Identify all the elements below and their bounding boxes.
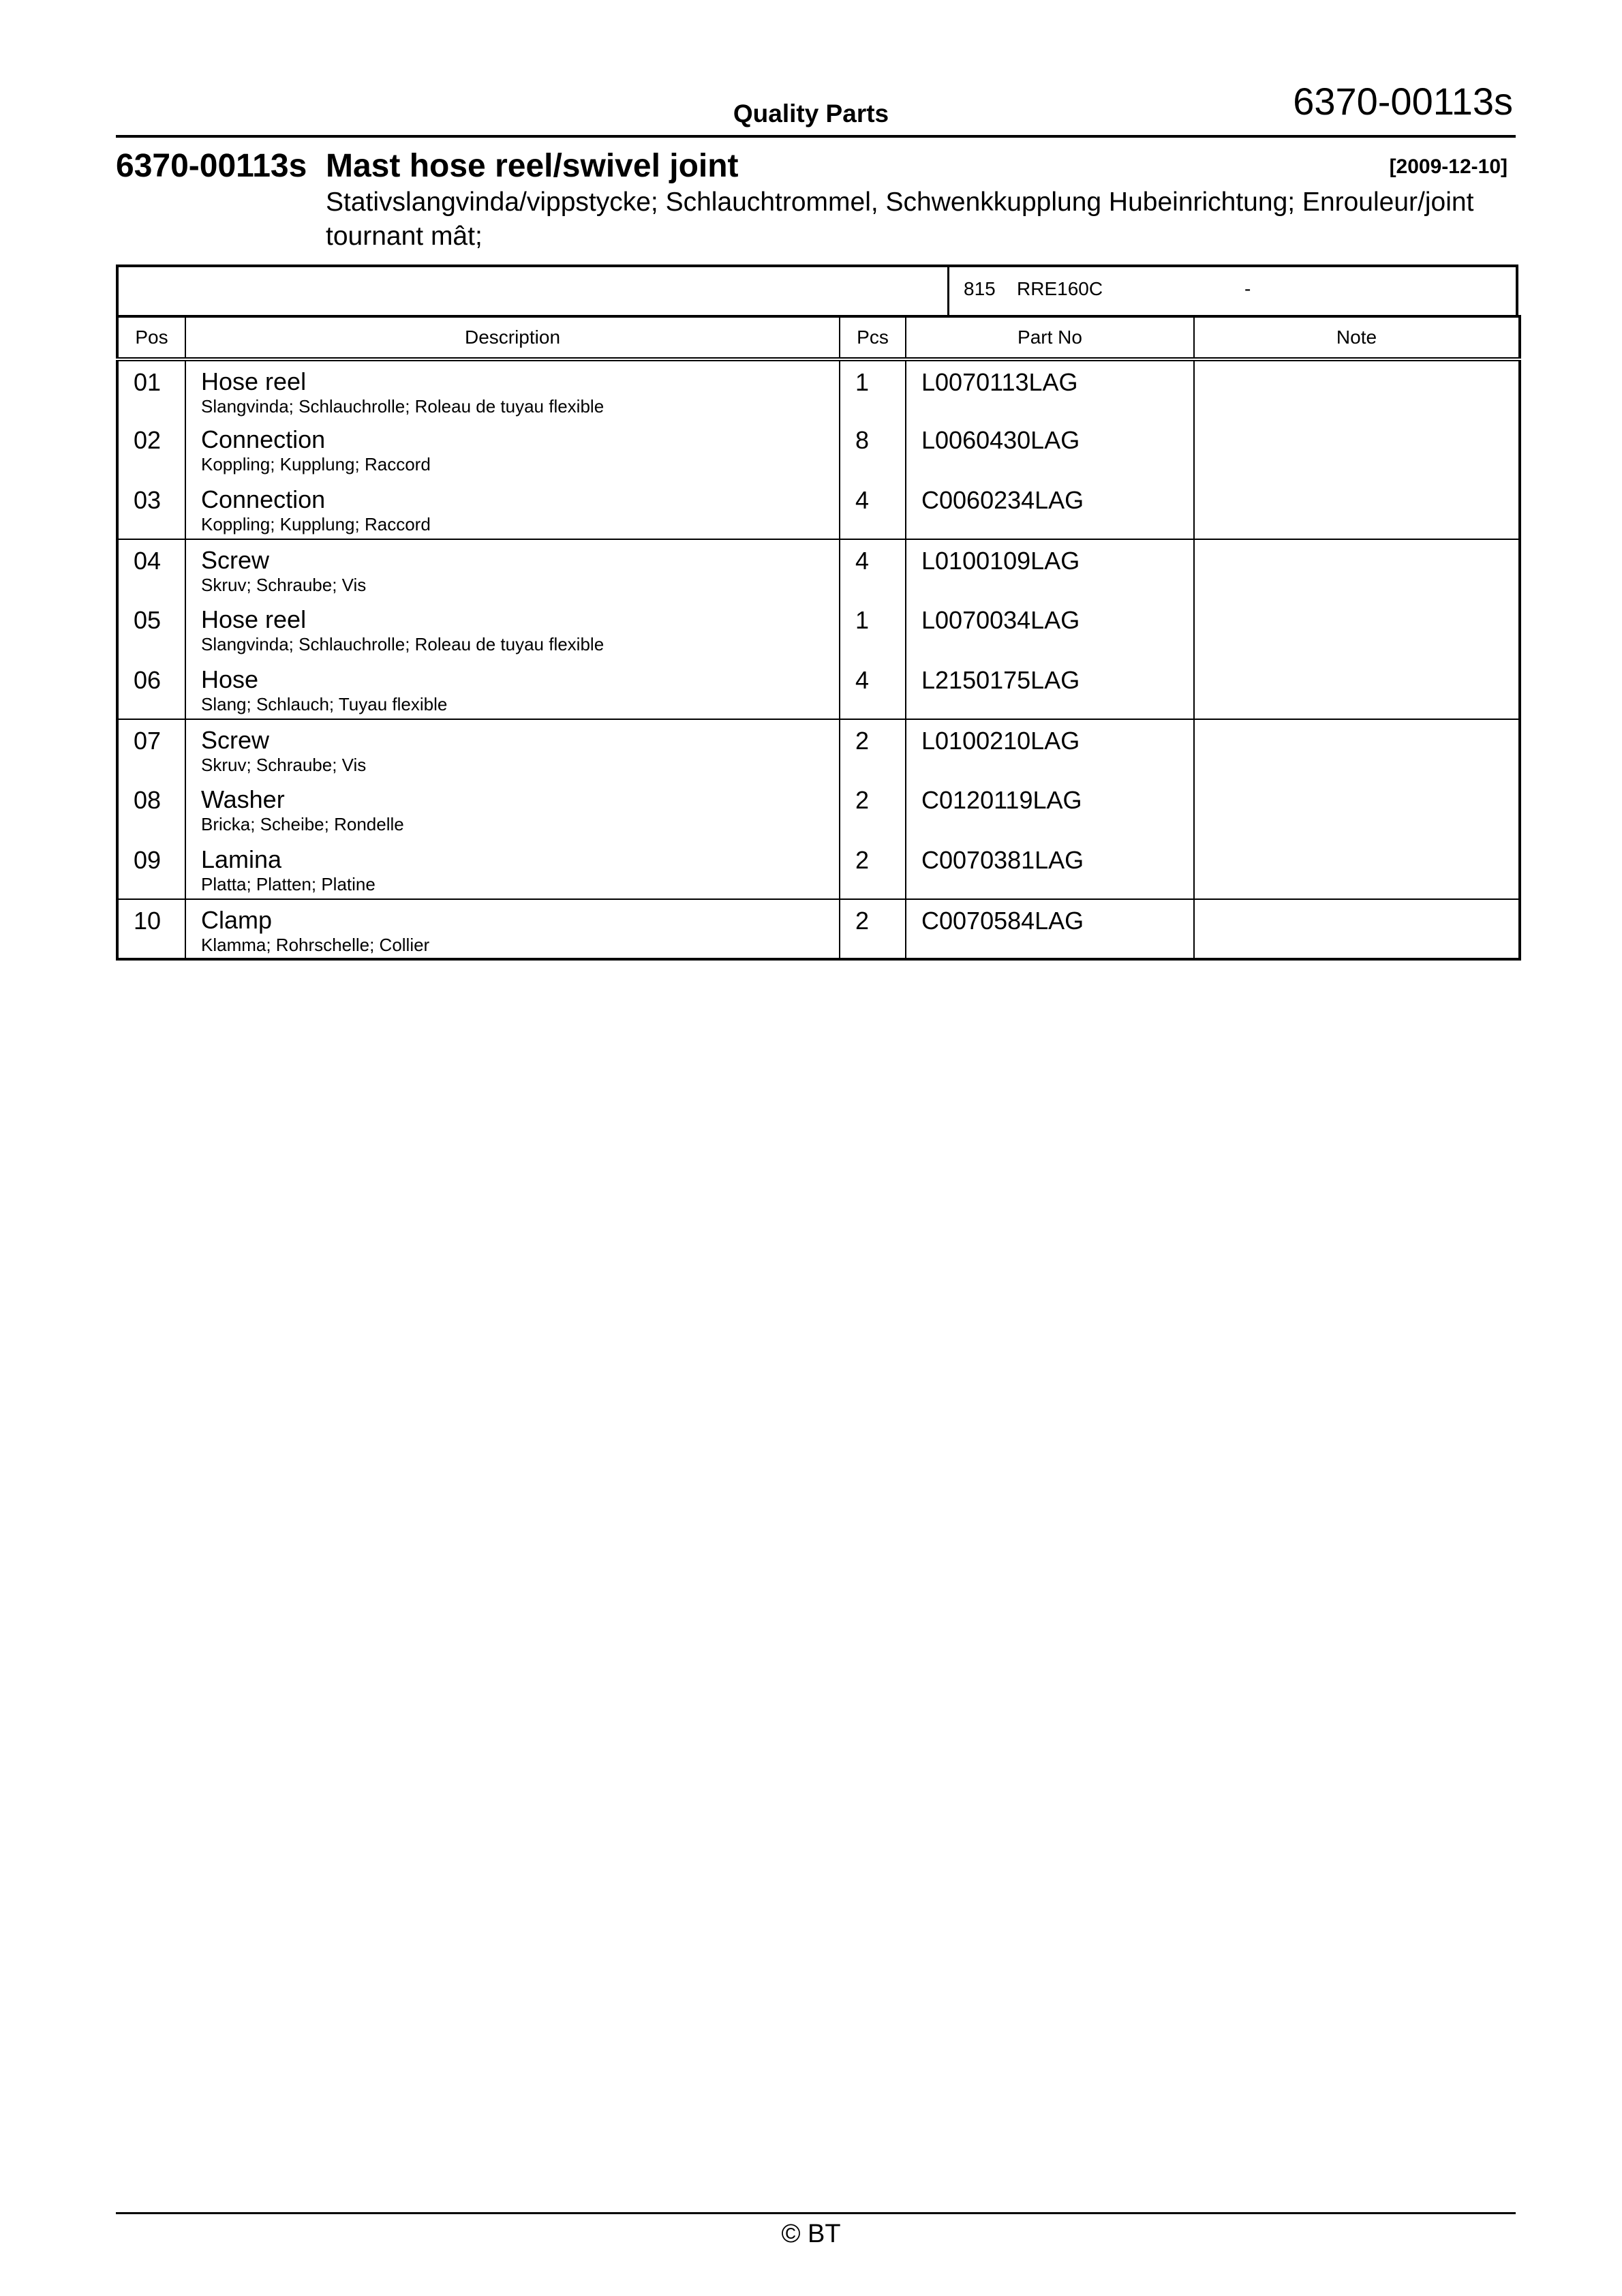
row-name: Hose reel bbox=[201, 367, 307, 395]
row-description bbox=[185, 899, 840, 959]
row-description bbox=[185, 659, 840, 719]
row-note bbox=[1194, 659, 1520, 719]
row-pcs: 1 bbox=[840, 599, 906, 659]
row-pcs: 4 bbox=[840, 479, 906, 539]
column-header-pos: Pos bbox=[117, 316, 185, 359]
parts-table bbox=[116, 315, 1521, 961]
row-pcs: 2 bbox=[840, 719, 906, 779]
row-description bbox=[185, 599, 840, 659]
row-description bbox=[185, 839, 840, 899]
row-pcs: 1 bbox=[840, 359, 906, 419]
row-part-no: C0070584LAG bbox=[906, 899, 1194, 959]
model-range: - bbox=[1244, 278, 1251, 299]
row-note bbox=[1194, 359, 1520, 419]
table-row bbox=[117, 419, 1520, 479]
row-pos: 10 bbox=[117, 899, 185, 959]
table-row bbox=[117, 539, 1520, 599]
row-pcs: 8 bbox=[840, 419, 906, 479]
row-translations: Slangvinda; Schlauchrolle; Roleau de tuyau flexible bbox=[201, 396, 605, 417]
row-pos: 01 bbox=[117, 359, 185, 419]
row-name: Hose bbox=[201, 665, 259, 693]
table-row bbox=[117, 899, 1520, 959]
row-pos: 07 bbox=[117, 719, 185, 779]
table-row bbox=[117, 779, 1520, 839]
row-note bbox=[1194, 539, 1520, 599]
title-translations: Stativslangvinda/vippstycke; Schlauchtrommel, Schwenkkupplung Hubeinrichtung; Enrouleur/joint tournant mât; bbox=[326, 187, 1474, 251]
row-description bbox=[185, 719, 840, 779]
row-description bbox=[185, 779, 840, 839]
row-pos: 06 bbox=[117, 659, 185, 719]
table-row bbox=[117, 599, 1520, 659]
row-part-no: L0060430LAG bbox=[906, 419, 1194, 479]
row-part-no: L0070113LAG bbox=[906, 359, 1194, 419]
row-pcs: 2 bbox=[840, 899, 906, 959]
row-pcs: 4 bbox=[840, 659, 906, 719]
row-note bbox=[1194, 479, 1520, 539]
row-description bbox=[185, 419, 840, 479]
row-translations: Koppling; Kupplung; Raccord bbox=[201, 454, 431, 474]
row-note bbox=[1194, 599, 1520, 659]
row-pos: 05 bbox=[117, 599, 185, 659]
table-row bbox=[117, 719, 1520, 779]
row-name: Connection bbox=[201, 425, 326, 453]
title-date: [2009-12-10] bbox=[1389, 155, 1508, 178]
row-note bbox=[1194, 779, 1520, 839]
row-pos: 03 bbox=[117, 479, 185, 539]
row-note bbox=[1194, 719, 1520, 779]
row-name: Screw bbox=[201, 726, 270, 754]
footer-copyright: © BT bbox=[781, 2220, 841, 2248]
table-row bbox=[117, 479, 1520, 539]
model-divider bbox=[947, 265, 949, 318]
column-header-description: Description bbox=[185, 316, 840, 359]
row-description bbox=[185, 479, 840, 539]
row-pos: 04 bbox=[117, 539, 185, 599]
row-description bbox=[185, 359, 840, 419]
row-note bbox=[1194, 419, 1520, 479]
model-box bbox=[116, 265, 1518, 318]
row-pos: 09 bbox=[117, 839, 185, 899]
table-header-row bbox=[117, 316, 1520, 359]
row-translations: Skruv; Schraube; Vis bbox=[201, 575, 367, 595]
model-code: 815 bbox=[964, 278, 996, 299]
row-part-no: L2150175LAG bbox=[906, 659, 1194, 719]
row-description bbox=[185, 539, 840, 599]
row-note bbox=[1194, 899, 1520, 959]
table-row bbox=[117, 659, 1520, 719]
row-part-no: C0070381LAG bbox=[906, 839, 1194, 899]
row-translations: Slangvinda; Schlauchrolle; Roleau de tuyau flexible bbox=[201, 634, 605, 654]
row-translations: Koppling; Kupplung; Raccord bbox=[201, 514, 431, 534]
row-part-no: L0100109LAG bbox=[906, 539, 1194, 599]
table-row bbox=[117, 359, 1520, 419]
row-pos: 02 bbox=[117, 419, 185, 479]
column-header-part-no: Part No bbox=[906, 316, 1194, 359]
row-translations: Skruv; Schraube; Vis bbox=[201, 755, 367, 775]
row-pcs: 4 bbox=[840, 539, 906, 599]
row-part-no: C0060234LAG bbox=[906, 479, 1194, 539]
row-pos: 08 bbox=[117, 779, 185, 839]
column-header-pcs: Pcs bbox=[840, 316, 906, 359]
title-code: 6370-00113s bbox=[116, 148, 307, 184]
row-name: Connection bbox=[201, 485, 326, 513]
row-pcs: 2 bbox=[840, 779, 906, 839]
row-part-no: L0100210LAG bbox=[906, 719, 1194, 779]
table-row bbox=[117, 839, 1520, 899]
row-note bbox=[1194, 839, 1520, 899]
row-name: Washer bbox=[201, 785, 285, 813]
row-name: Lamina bbox=[201, 845, 282, 873]
footer-rule bbox=[116, 2212, 1516, 2214]
header-title: Quality Parts bbox=[733, 100, 889, 127]
row-translations: Bricka; Scheibe; Rondelle bbox=[201, 814, 404, 834]
row-part-no: L0070034LAG bbox=[906, 599, 1194, 659]
row-pcs: 2 bbox=[840, 839, 906, 899]
row-translations: Slang; Schlauch; Tuyau flexible bbox=[201, 694, 448, 714]
column-header-note: Note bbox=[1194, 316, 1520, 359]
row-part-no: C0120119LAG bbox=[906, 779, 1194, 839]
title-name: Mast hose reel/swivel joint bbox=[326, 148, 739, 184]
header-rule bbox=[116, 135, 1516, 138]
header-doc-number: 6370-00113s bbox=[1293, 80, 1513, 123]
row-name: Hose reel bbox=[201, 605, 307, 633]
row-name: Screw bbox=[201, 546, 270, 574]
model-name: RRE160C bbox=[1017, 278, 1103, 299]
row-name: Clamp bbox=[201, 906, 273, 934]
row-translations: Klamma; Rohrschelle; Collier bbox=[201, 935, 430, 955]
row-translations: Platta; Platten; Platine bbox=[201, 874, 376, 894]
